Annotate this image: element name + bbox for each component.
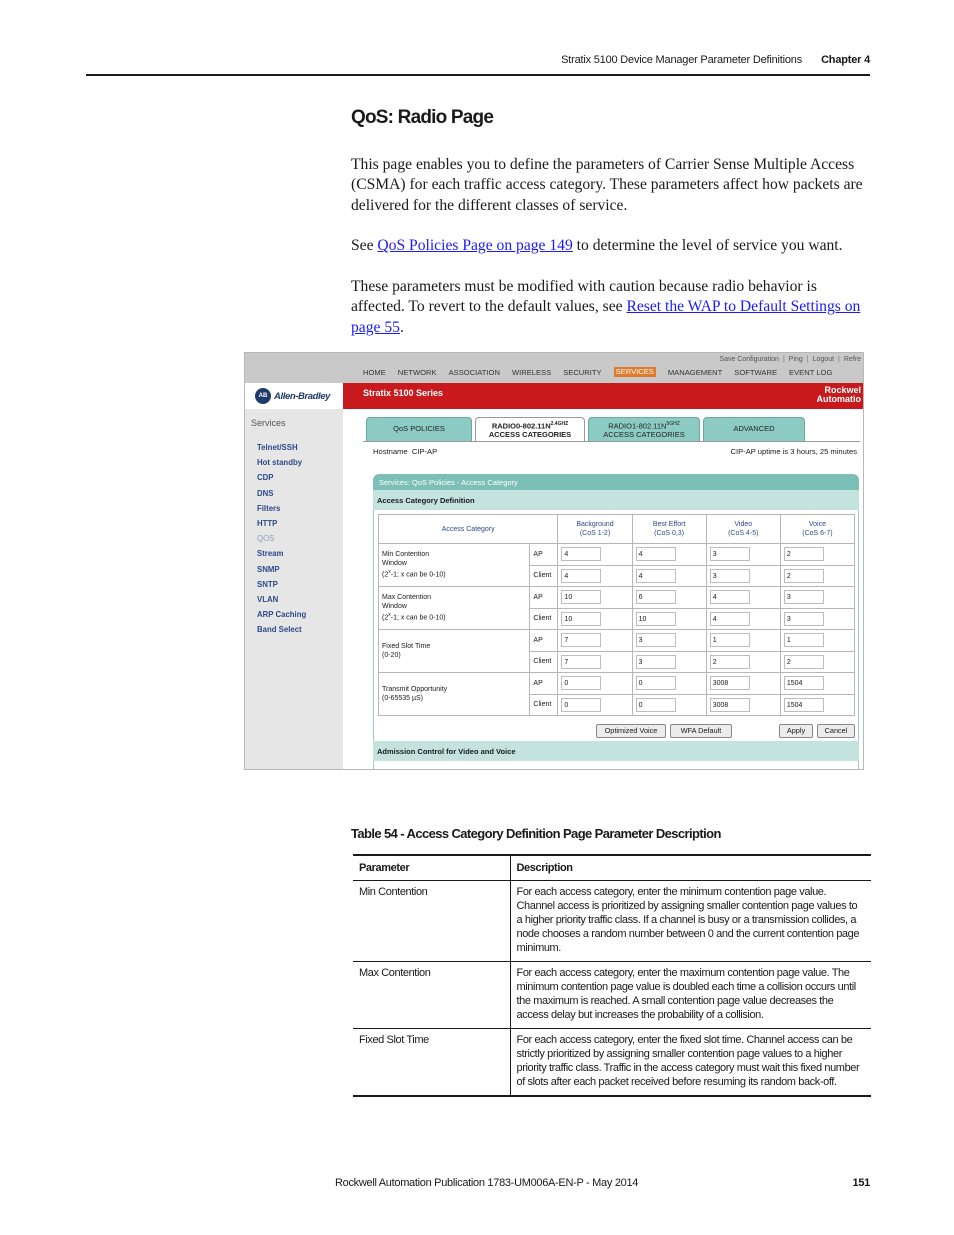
acd-cell	[632, 673, 706, 695]
tab-label: $RADIO1-802.11N^{5GHZ}$	[608, 420, 680, 431]
acd-header-column	[706, 515, 780, 544]
acd-row	[379, 587, 855, 609]
sidebar-item-hot-standby[interactable]: Hot standby	[257, 458, 303, 468]
acd-label-line: (0-65535 µS)	[382, 695, 423, 702]
acd-cell	[558, 608, 632, 630]
acd-value-input[interactable]: 7	[561, 655, 601, 669]
parameter-description-table	[353, 854, 871, 1097]
desc-header-row	[353, 855, 871, 880]
sidebar-item-band-select[interactable]: Band Select	[257, 625, 302, 635]
acd-header-column	[632, 515, 706, 544]
acd-row-type: Client	[530, 608, 558, 630]
action-buttons	[374, 724, 860, 740]
acd-value-input[interactable]: 0	[636, 698, 676, 712]
wfa-default-button[interactable]: WFA Default	[670, 724, 732, 738]
acd-column-cos: (CoS 1-2)	[579, 530, 611, 537]
acd-value-input[interactable]: 2	[710, 655, 750, 669]
see-paragraph	[351, 236, 871, 256]
acd-cell	[780, 694, 854, 716]
acd-cell	[632, 694, 706, 716]
rockwell-line1: Rockwel	[824, 385, 861, 395]
section-title: QoS: Radio Page	[351, 107, 494, 128]
acd-row-type: Client	[530, 651, 558, 673]
sidebar-item-snmp[interactable]: SNMP	[257, 564, 280, 574]
desc-parameter-cell: Fixed Slot Time	[353, 1028, 510, 1096]
acd-label-line: Window	[382, 560, 407, 568]
acd-row-type: Client	[530, 694, 558, 716]
sidebar-item-http[interactable]: HTTP	[257, 518, 278, 528]
acd-cell	[706, 587, 780, 609]
tab-label: ADVANCED	[733, 424, 775, 434]
allen-bradley-logo	[255, 388, 330, 404]
acd-label-exponent: x	[388, 612, 391, 619]
acd-label-line: (2$^x$-1; x can be 0-10)	[382, 569, 446, 579]
acd-cell	[632, 651, 706, 673]
tab-underline	[363, 441, 860, 442]
acd-parameter-label	[379, 630, 530, 673]
acd-cell	[780, 608, 854, 630]
acd-value-input[interactable]: 1	[710, 633, 750, 647]
acd-value-input[interactable]: 3	[784, 590, 824, 604]
acd-value-input[interactable]: 3008	[710, 676, 750, 690]
acd-cell	[706, 544, 780, 566]
nav-item-home[interactable]: HOME	[363, 368, 386, 377]
acd-column-cos: (CoS 6-7)	[802, 530, 833, 537]
services-bar: Services: QoS Policies - Access Category	[373, 474, 859, 490]
hostname-label: Hostname	[373, 447, 408, 456]
tab-sublabel: ACCESS CATEGORIES	[488, 429, 572, 439]
tab-2[interactable]	[475, 417, 585, 441]
acd-value-input[interactable]: 0	[636, 676, 676, 690]
sidebar-item-sntp[interactable]: SNTP	[257, 579, 278, 589]
acd-cell	[558, 694, 632, 716]
acd-parameter-label	[379, 587, 530, 630]
page-number: 151	[852, 1177, 870, 1189]
access-category-bar: Access Category Definition	[373, 490, 859, 510]
desc-parameter-cell: Max Contention	[353, 961, 510, 1028]
desc-description-cell: For each access category, enter the maximum contention page value. The minimum contention page value is doubled each time a collision occurs until the maximum is reached. A small contention page value decreases the access delay but increases the probability of a collision.	[510, 961, 871, 1028]
tab-strip	[366, 417, 805, 441]
nav-item-event-log[interactable]: EVENT LOG	[789, 368, 833, 377]
hostname-value: CIP-AP	[411, 447, 438, 456]
utility-separator: |	[838, 356, 840, 363]
acd-value-input[interactable]: 2	[784, 569, 824, 583]
acd-value-input[interactable]: 3008	[710, 698, 750, 712]
acd-cell	[780, 651, 854, 673]
acd-value-input[interactable]: 10	[636, 612, 676, 626]
running-header	[86, 52, 870, 76]
access-category-panel	[373, 510, 859, 741]
acd-parameter-label	[379, 544, 530, 587]
running-title: Stratix 5100 Device Manager Parameter Definitions	[561, 54, 802, 66]
desc-description-cell: For each access category, enter the fixed slot time. Channel access can be strictly prioritized by assigning smaller contention page values to a higher priority traffic class. Traffic in the access category must wait this fixed number of slots after each packet received before resuming its random back-off.	[510, 1028, 871, 1096]
acd-value-input[interactable]: 0	[561, 698, 601, 712]
utility-link[interactable]: Ping	[788, 356, 803, 363]
acd-value-input[interactable]: 3	[710, 547, 750, 561]
acd-cell	[632, 630, 706, 652]
main-nav	[363, 368, 844, 377]
table-row	[353, 961, 871, 1028]
nav-item-management[interactable]: MANAGEMENT	[667, 368, 723, 377]
desc-description-cell: For each access category, enter the minimum contention page value. Channel access is prioritized by assigning smaller contention page values to a higher priority traffic class. If a channel is busy or a transmission collides, a node chooses a random number between 0 and the current contention page minimum.	[510, 880, 871, 961]
tab-label: QoS POLICIES	[393, 424, 445, 434]
acd-value-input[interactable]: 4	[636, 547, 676, 561]
acd-value-input[interactable]: 4	[710, 612, 750, 626]
acd-cell	[706, 673, 780, 695]
acd-label-line: Fixed Slot Time	[382, 643, 431, 650]
acd-row-type: AP	[530, 630, 558, 652]
acd-value-input[interactable]: 1504	[784, 698, 824, 712]
acd-value-input[interactable]: 2	[784, 655, 824, 669]
acd-label-line: Min Contention	[382, 551, 430, 559]
acd-label-line: Transmit Opportunity	[382, 686, 448, 693]
acd-value-input[interactable]: 1	[784, 633, 824, 647]
nav-item-security[interactable]: SECURITY	[563, 368, 602, 377]
utility-link[interactable]: Refre	[843, 356, 861, 363]
intro-paragraph: This page enables you to define the parameters of Carrier Sense Multiple Access (CSMA) for each traffic access category. These parameters affect how packets are delivered for the different classes of service.	[351, 156, 863, 214]
acd-value-input[interactable]: 7	[561, 633, 601, 647]
utility-separator: |	[782, 356, 785, 363]
sidebar-item-filters[interactable]: Filters	[257, 503, 281, 513]
sidebar-heading: Services	[251, 418, 286, 428]
optimized-voice-button[interactable]: Optimized Voice	[596, 724, 666, 738]
tab-band: 5GHZ	[666, 420, 680, 427]
rockwell-logo	[817, 386, 862, 404]
uptime-text: CIP-AP uptime is 3 hours, 25 minutes	[730, 447, 857, 456]
acd-cell	[706, 694, 780, 716]
ab-logo-word: Allen-Bradley	[274, 390, 331, 402]
sidebar-item-arp-caching[interactable]: ARP Caching	[257, 610, 307, 620]
reset-wap-link[interactable]: Reset the WAP to Default Settings on page 55	[351, 298, 861, 336]
acd-cell	[632, 608, 706, 630]
acd-column-name: Background	[576, 521, 614, 528]
acd-cell	[706, 651, 780, 673]
sidebar-item-stream[interactable]: Stream	[257, 549, 284, 559]
acd-label-line: (2$^x$-1; x can be 0-10)	[382, 612, 446, 622]
table-row	[353, 880, 871, 961]
acd-cell	[780, 544, 854, 566]
tab-band: 2.4GHZ	[550, 420, 569, 427]
acd-value-input[interactable]: 3	[710, 569, 750, 583]
acd-cell	[780, 587, 854, 609]
hostname-line	[373, 447, 437, 456]
acd-header-row	[379, 515, 855, 544]
cancel-button[interactable]: Cancel	[817, 724, 855, 738]
see-text-after: to determine the level of service you want.	[572, 237, 843, 254]
caution-text: These parameters must be modified with caution because radio behavior is affected. To revert to the default values, see	[351, 278, 817, 316]
sidebar-item-dns[interactable]: DNS	[257, 488, 274, 498]
acd-cell	[706, 608, 780, 630]
sidebar-list	[257, 443, 306, 640]
table-caption: Table 54 - Access Category Definition Page Parameter Description	[351, 826, 721, 841]
acd-column-name: Voice	[808, 521, 826, 528]
tab-3[interactable]	[588, 417, 700, 441]
acd-header-category: Access Category	[379, 515, 558, 544]
acd-value-input[interactable]: 3	[784, 612, 824, 626]
acd-cell	[706, 630, 780, 652]
utility-separator: |	[806, 356, 809, 363]
sidebar-item-qos[interactable]: QOS	[257, 534, 275, 544]
acd-cell	[558, 587, 632, 609]
caution-paragraph	[351, 277, 871, 338]
acd-value-input[interactable]: 4	[710, 590, 750, 604]
desc-header-description: Description	[510, 855, 871, 880]
sidebar-item-telnet-ssh[interactable]: Telnet/SSH	[257, 443, 298, 452]
acd-value-input[interactable]: 3	[636, 655, 676, 669]
acd-value-input[interactable]: 3	[636, 633, 676, 647]
acd-column-name: Video	[734, 521, 753, 528]
see-text: See	[351, 237, 378, 254]
caution-text-after: .	[399, 318, 404, 336]
acd-value-input[interactable]: 4	[561, 569, 601, 583]
acd-cell	[780, 630, 854, 652]
acd-column-name: Best Effort	[652, 521, 686, 528]
tab-4[interactable]	[703, 417, 805, 441]
acd-cell	[780, 673, 854, 695]
acd-label-line: (0-20)	[382, 652, 401, 659]
acd-row-type: Client	[530, 565, 558, 587]
acd-cell	[558, 651, 632, 673]
desc-header-parameter: Parameter	[353, 855, 510, 880]
acd-cell	[632, 587, 706, 609]
acd-cell	[558, 544, 632, 566]
admission-control-bar: Admission Control for Video and Voice	[373, 741, 859, 761]
services-sidebar	[245, 409, 343, 770]
ab-logo-icon: AB	[255, 388, 271, 404]
acd-row	[379, 544, 855, 566]
acd-value-input[interactable]: 0	[561, 676, 601, 690]
acd-cell	[558, 630, 632, 652]
acd-column-cos: (CoS 0,3)	[654, 530, 685, 537]
device-manager-screenshot	[244, 352, 864, 770]
utility-link[interactable]: Logout	[812, 356, 835, 363]
acd-row-type: AP	[530, 587, 558, 609]
acd-cell	[558, 565, 632, 587]
chapter-label: Chapter 4	[821, 54, 870, 66]
tab-1[interactable]	[366, 417, 472, 441]
admission-panel	[373, 761, 859, 770]
acd-label-exponent: x	[388, 569, 391, 576]
acd-row-type: AP	[530, 673, 558, 695]
apply-button[interactable]: Apply	[779, 724, 813, 738]
utility-link[interactable]: Save Configuration	[719, 356, 779, 363]
nav-item-association[interactable]: ASSOCIATION	[448, 368, 500, 377]
utility-links	[719, 356, 861, 363]
acd-row-type: AP	[530, 544, 558, 566]
acd-cell	[632, 544, 706, 566]
acd-header-column	[780, 515, 854, 544]
sidebar-item-vlan[interactable]: VLAN	[257, 594, 279, 604]
acd-label-line: Window	[382, 603, 407, 611]
acd-value-input[interactable]: 4	[636, 569, 676, 583]
nav-item-network[interactable]: NETWORK	[397, 368, 437, 377]
acd-label-line: Max Contention	[382, 594, 432, 602]
acd-column-cos: (CoS 4-5)	[728, 530, 759, 537]
acd-cell	[632, 565, 706, 587]
acd-cell	[706, 565, 780, 587]
acd-header-column	[558, 515, 632, 544]
acd-value-input[interactable]: 2	[784, 547, 824, 561]
qos-policies-link[interactable]: QoS Policies Page on page 149	[377, 237, 573, 254]
nav-item-services[interactable]: SERVICES	[615, 367, 654, 376]
sidebar-item-cdp[interactable]: CDP	[257, 473, 274, 483]
acd-cell	[558, 673, 632, 695]
desc-parameter-cell: Min Contention	[353, 880, 510, 961]
acd-row	[379, 673, 855, 695]
access-category-table	[378, 514, 855, 716]
acd-row	[379, 630, 855, 652]
tab-sublabel: ACCESS CATEGORIES	[603, 429, 685, 439]
nav-item-software[interactable]: SOFTWARE	[734, 368, 778, 377]
acd-value-input[interactable]: 10	[561, 590, 601, 604]
acd-value-input[interactable]: 6	[636, 590, 676, 604]
footer-publication: Rockwell Automation Publication 1783-UM006A-EN-P - May 2014	[335, 1177, 639, 1189]
acd-parameter-label	[379, 673, 530, 716]
rockwell-line2: Automatio	[816, 394, 861, 404]
acd-cell	[780, 565, 854, 587]
product-series: Stratix 5100 Series	[363, 388, 444, 398]
acd-value-input[interactable]: 4	[561, 547, 601, 561]
nav-item-wireless[interactable]: WIRELESS	[511, 368, 552, 377]
acd-value-input[interactable]: 10	[561, 612, 601, 626]
table-row	[353, 1028, 871, 1096]
tab-label: $RADIO0-802.11N^{2.4GHZ}$	[491, 420, 569, 431]
acd-value-input[interactable]: 1504	[784, 676, 824, 690]
